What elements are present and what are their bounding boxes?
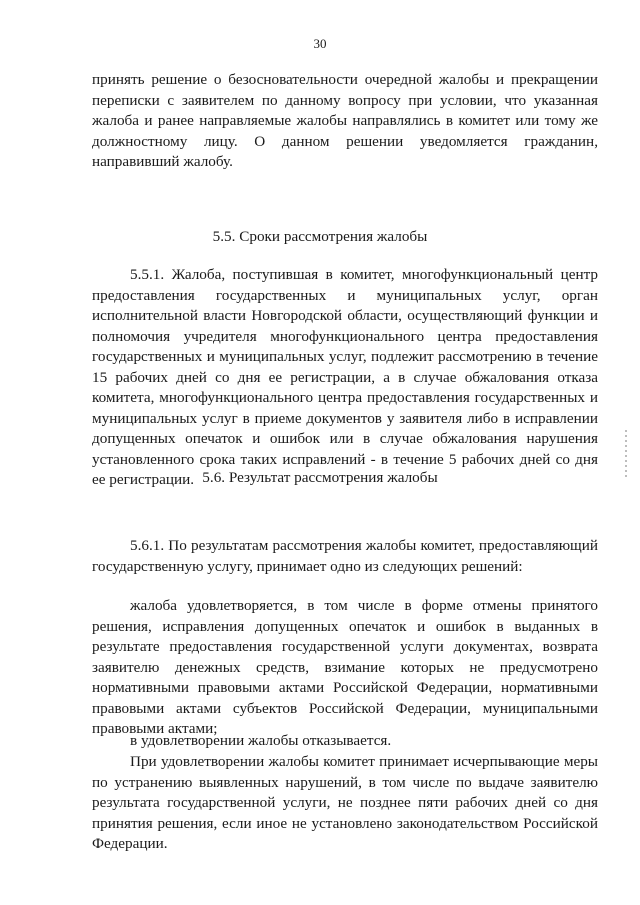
paragraph-5-5-1: 5.5.1. Жалоба, поступившая в комитет, многофункциональный центр предоставления государственных и муниципальных услуг, орган исполнительной власти Новгородской области, осуществляющий функции и полномочия учредителя многофункционального центра предоставления государственных и муниципальных услуг, подлежит рассмотрению в течение 15 рабочих дней со дня ее регистрации, а в случае обжалования отказа комитета, многофункционального центра предоставления государственных и муниципальных услуг в приеме документов у заявителя либо в исправлении допущенных опечаток и ошибок или в случае обжалования нарушения установленного срока таких исправлений - в течение 5 рабочих дней со дня ее регистрации. [92, 266, 598, 488]
page-number: 30 [313, 36, 327, 51]
paragraph-complaint-satisfied: жалоба удовлетворяется, в том числе в форме отмены принятого решения, исправления допущенных опечаток и ошибок в выданных в результате предоставления государственной услуги документах, возврата заявителю денежных средств, взимание которых не предусмотрено нормативными правовыми актами Российской Федерации, нормативными правовыми актами субъектов Российской Федерации, муниципальными правовыми актами; [92, 597, 598, 737]
paragraph-5-6-1: 5.6.1. По результатам рассмотрения жалобы комитет, предоставляющий государственную услугу, принимает одно из следующих решений: [92, 537, 598, 575]
section-heading-5-5: 5.5. Сроки рассмотрения жалобы [212, 228, 428, 245]
paragraph-complaint-refused: в удовлетворении жалобы отказывается. [130, 732, 392, 749]
scan-artifact [625, 430, 627, 480]
paragraph-continuation: принять решение о безосновательности очередной жалобы и прекращении переписки с заявителем по данному вопросу при условии, что указанная жалоба и ранее направляемые жалобы направлялись в комитет или тому же должностному лицу. О данном решении уведомляется гражданин, направивший жалобу. [92, 71, 598, 170]
paragraph-remedy-measures: При удовлетворении жалобы комитет принимает исчерпывающие меры по устранению выявленных нарушений, в том числе по выдаче заявителю результата государственной услуги, не позднее пяти рабочих дней со дня принятия решения, если иное не установлено законодательством Российской Федерации. [92, 753, 598, 852]
section-heading-5-6: 5.6. Результат рассмотрения жалобы [202, 469, 438, 486]
